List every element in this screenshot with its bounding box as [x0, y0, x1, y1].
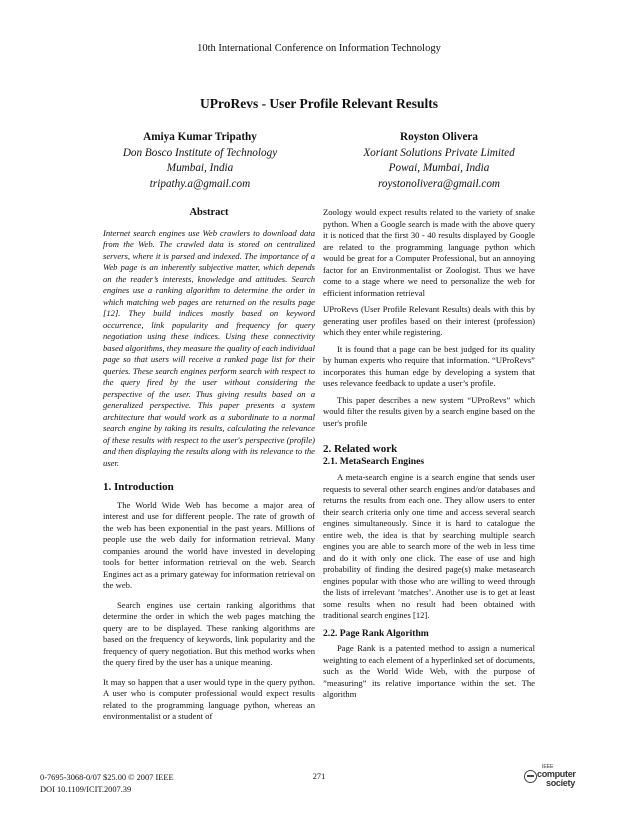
logo-ieee-text: IEEE [542, 764, 554, 770]
author-location: Powai, Mumbai, India [388, 162, 490, 174]
author-location: Mumbai, India [166, 162, 234, 174]
intro-paragraph-3: It may so happen that a user would type in the query python. A user who is computer professional would expect results related to the programming language python, whereas an environmentalist or a student of [103, 676, 315, 721]
related-paragraph-2: Page Rank is a patented method to assign a numerical weighting to each element of a hyperlinked set of documents, such as the World Wide Web, with the purpose of ”measuring” its relative importance within the set. The algorithm [323, 643, 535, 699]
intro-paragraph-5: UProRevs (User Profile Relevant Results) deals with this by generating user profiles based on their interest (profession) which they enter while registering. [323, 304, 535, 337]
page-number: 271 [312, 772, 326, 781]
author-block-2 [309, 130, 569, 192]
right-column [323, 207, 535, 701]
author-name: Amiya Kumar Tripathy [143, 131, 257, 143]
copyright-line: 0-7695-3068-0/07 $25.00 © 2007 IEEE [40, 773, 174, 782]
pagerank-subheading: 2.2. Page Rank Algorithm [323, 627, 429, 639]
abstract-heading: Abstract [189, 207, 229, 218]
introduction-heading: 1. Introduction [103, 481, 174, 493]
paper-title: UProRevs - User Profile Relevant Results [199, 96, 439, 111]
conference-header: 10th International Conference on Information Technology [197, 43, 441, 54]
computer-society-logo [522, 762, 582, 790]
metasearch-subheading: 2.1. MetaSearch Engines [323, 455, 425, 467]
intro-paragraph-2: Search engines use certain ranking algorithms that determine the order in which the web pages matching the query are to be displayed. These ranking algorithms are based on the frequency of keywords, link popularity and the frequency of query negotiation. But this method works when the query fired by the user has a unique meaning. [103, 599, 315, 667]
author-email: roystonolivera@gmail.com [377, 177, 501, 190]
doi-line: DOI 10.1109/ICIT.2007.39 [40, 785, 132, 794]
author-block-1 [70, 130, 330, 192]
abstract-text: Internet search engines use Web crawlers to download data from the Web. The crawled data is stored on centralized servers, where it is parsed and indexed. The importance of a Web page is an inherently subjective matter, which depends on the reader’s interests, knowledge and attitudes. Search engines use a ranking algorithm to determine the order in which matching web pages are returned on the results page [12]. They build indices mostly based on keyword occurrence, link popularity and frequency for query negotiation using these indices. Using these connectivity based algorithms, they measure the quality of each individual page so that users will receive a ranked page list for their queries. These search engines perform search with respect to the query fired by the user without considering the perspective of the user. Thus giving results based on a generalized perspective. This paper presents a system architecture that would work as a subordinate to a normal search engine by taking its results, calculating the relevance of these results with respect to the user's perspective (profile) and then displaying the results along with its relevance to the user. [103, 227, 315, 468]
left-column [103, 207, 315, 723]
intro-paragraph-1: The World Wide Web has become a major area of interest and use for different people. The rate of growth of the web has been exponential in the past years. Millions of people use the web daily for information retrieval. Many companies around the world have invested in developing tools for better information retrieval on the web. Search Engines act as a primary gateway for information retrieval on the web. [103, 499, 315, 590]
globe-icon [524, 770, 537, 783]
intro-paragraph-4: Zoology would expect results related to the variety of snake python. When a Google search is made with the above query it is noticed that the first 30 - 40 results displayed by Google are related to the programming language python which would be great for a Computer Professional, but an annoying factor for an Environmentalist or Zoologist. Thus we have come to a stage where we need to personalize the web for efficient information retrieval [323, 207, 535, 298]
author-affiliation: Don Bosco Institute of Technology [122, 146, 278, 159]
author-affiliation: Xoriant Solutions Private Limited [363, 146, 515, 159]
logo-word-society: society [546, 778, 575, 788]
related-work-heading: 2. Related work [323, 443, 398, 455]
intro-paragraph-6: It is found that a page can be best judged for its quality by human experts who require that information. “UProRevs” incorporates this human edge by developing a system that uses relevance feedback to update a user’s profile. [323, 343, 535, 388]
intro-paragraph-7: This paper describes a new system “UProRevs” which would filter the results given by a search engine based on the user's profile [323, 394, 535, 428]
author-name: Royston Olivera [400, 131, 478, 143]
related-paragraph-1: A meta-search engine is a search engine that sends user requests to several other search engines and/or databases and returns the results from each one. They allow users to enter their search criteria only one time and access several search engines simultaneously. Since it is hard to catalogue the entire web, the idea is that by searching multiple search engines you are able to search more of the web in less time and do it with only one click. The ease of use and high probability of finding the desired page(s) make metasearch engines popular with those who are willing to weed through the lists of irrelevant ’matches’. Another use is to get at least some results when no result had been obtained with traditional search engines [12]. [323, 472, 535, 620]
author-email: tripathy.a@gmail.com [149, 177, 251, 190]
logo-word-computer: computer [537, 769, 576, 779]
